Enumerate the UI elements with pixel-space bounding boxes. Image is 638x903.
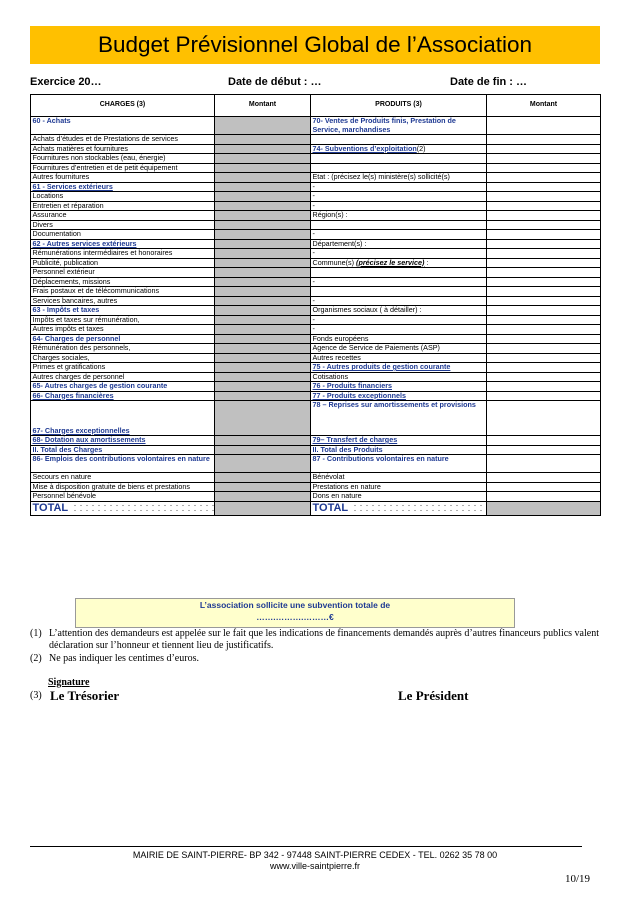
footnote-text: Ne pas indiquer les centimes d’euros. xyxy=(49,653,199,664)
produit-label: - xyxy=(311,325,487,335)
total-row xyxy=(31,501,601,515)
footnote-number: (2) xyxy=(30,653,42,664)
charge-label: Primes et gratifications xyxy=(31,363,215,373)
produit-amount[interactable] xyxy=(487,287,601,297)
charge-label: 60 - Achats xyxy=(31,117,215,135)
total-produits-label: TOTAL xyxy=(312,501,349,514)
president-label: Le Président xyxy=(398,688,469,703)
footer-website: www.ville-saintpierre.fr xyxy=(269,861,361,871)
table-row xyxy=(31,492,601,502)
produit-label: 77 - Produits exceptionnels xyxy=(311,391,487,401)
table-row xyxy=(31,382,601,392)
table-row xyxy=(31,353,601,363)
produit-label: 87 - Contributions volontaires en nature xyxy=(311,455,487,473)
table-row xyxy=(31,436,601,446)
charge-label: Impôts et taxes sur rémunération, xyxy=(31,315,215,325)
charge-label: 67- Charges exceptionnelles xyxy=(31,401,215,436)
produit-amount[interactable] xyxy=(487,482,601,492)
charge-label: 64- Charges de personnel xyxy=(31,334,215,344)
charge-amount[interactable] xyxy=(215,239,311,249)
produit-amount[interactable] xyxy=(487,344,601,354)
produit-label: - xyxy=(311,315,487,325)
charge-label: Publicité, publication xyxy=(31,258,215,268)
produit-amount[interactable] xyxy=(487,192,601,202)
dotted-fill xyxy=(352,503,486,512)
table-row xyxy=(31,239,601,249)
charge-amount[interactable] xyxy=(215,258,311,268)
produit-amount[interactable] xyxy=(487,201,601,211)
footnote-number: (1) xyxy=(30,628,42,639)
charge-amount[interactable] xyxy=(215,455,311,473)
footnote-1 xyxy=(30,628,600,652)
produit-label: - xyxy=(311,201,487,211)
table-header-row xyxy=(31,95,601,117)
produit-label xyxy=(311,135,487,145)
charge-label: II. Total des Charges xyxy=(31,445,215,455)
charge-label: 68- Dotation aux amortissements xyxy=(31,436,215,446)
produit-amount[interactable] xyxy=(487,401,601,436)
charge-amount[interactable] xyxy=(215,230,311,240)
charge-amount[interactable] xyxy=(215,325,311,335)
produit-label: - xyxy=(311,296,487,306)
table-row xyxy=(31,173,601,183)
charge-label: 66- Charges financières xyxy=(31,391,215,401)
table-row xyxy=(31,268,601,278)
table-row xyxy=(31,258,601,268)
charge-label: Autres fournitures xyxy=(31,173,215,183)
produit-label: Fonds européens xyxy=(311,334,487,344)
start-date-label: Date de début : … xyxy=(228,76,322,88)
charge-label: Déplacements, missions xyxy=(31,277,215,287)
produit-amount[interactable] xyxy=(487,117,601,135)
table-row xyxy=(31,144,601,154)
produit-amount[interactable] xyxy=(487,445,601,455)
produit-amount[interactable] xyxy=(487,239,601,249)
produit-amount[interactable] xyxy=(487,372,601,382)
column-header-charges: CHARGES (3) xyxy=(31,95,215,117)
produit-amount[interactable] xyxy=(487,473,601,483)
table-row xyxy=(31,344,601,354)
produit-label: 78 – Reprises sur amortissements et provisions xyxy=(311,401,487,436)
total-charges-cell xyxy=(31,501,215,515)
charge-label: Documentation xyxy=(31,230,215,240)
produit-label: Cotisations xyxy=(311,372,487,382)
charge-label: Charges sociales, xyxy=(31,353,215,363)
dotted-fill xyxy=(72,503,214,512)
produit-label: - xyxy=(311,192,487,202)
charge-amount[interactable] xyxy=(215,382,311,392)
charge-amount[interactable] xyxy=(215,135,311,145)
charge-amount[interactable] xyxy=(215,211,311,221)
charge-label: 65- Autres charges de gestion courante xyxy=(31,382,215,392)
table-row xyxy=(31,363,601,373)
charge-amount[interactable] xyxy=(215,473,311,483)
charge-amount[interactable] xyxy=(215,287,311,297)
produit-label xyxy=(311,258,487,268)
produit-label: - xyxy=(311,230,487,240)
produit-emphasis: (précisez le service) xyxy=(356,258,425,267)
produit-label: - xyxy=(311,182,487,192)
produit-heading: 74- Subventions d’exploitation xyxy=(312,144,417,153)
charge-amount[interactable] xyxy=(215,296,311,306)
produit-amount[interactable] xyxy=(487,455,601,473)
produit-amount[interactable] xyxy=(487,296,601,306)
produit-label xyxy=(311,144,487,154)
produit-label: Région(s) : xyxy=(311,211,487,221)
end-date-label: Date de fin : … xyxy=(450,76,528,88)
subvention-request-box xyxy=(75,598,515,628)
produit-label: 76 - Produits financiers xyxy=(311,382,487,392)
table-row xyxy=(31,230,601,240)
charge-label: 86- Emplois des contributions volontaires en nature xyxy=(31,455,215,473)
charge-label: Frais postaux et de télécommunications xyxy=(31,287,215,297)
table-row xyxy=(31,315,601,325)
charge-label: Secours en nature xyxy=(31,473,215,483)
charge-label: Fournitures d’entretien et de petit équipement xyxy=(31,163,215,173)
footnotes xyxy=(30,628,600,666)
table-row xyxy=(31,211,601,221)
charge-label: Assurance xyxy=(31,211,215,221)
column-header-montant-produits: Montant xyxy=(487,95,601,117)
charge-label: Locations xyxy=(31,192,215,202)
produit-amount[interactable] xyxy=(487,144,601,154)
table-row xyxy=(31,117,601,135)
produit-amount[interactable] xyxy=(487,334,601,344)
table-row xyxy=(31,135,601,145)
charge-amount[interactable] xyxy=(215,201,311,211)
table-row xyxy=(31,334,601,344)
produit-amount[interactable] xyxy=(487,211,601,221)
table-row xyxy=(31,192,601,202)
footer xyxy=(30,850,600,872)
produit-text-end: : xyxy=(424,258,429,267)
charge-amount[interactable] xyxy=(215,163,311,173)
charge-label: Achats d’études et de Prestations de services xyxy=(31,135,215,145)
table-row xyxy=(31,163,601,173)
table-row xyxy=(31,445,601,455)
footnote-2 xyxy=(30,653,600,665)
charge-amount[interactable] xyxy=(215,344,311,354)
produit-amount[interactable] xyxy=(487,382,601,392)
table-row xyxy=(31,182,601,192)
exercice-label: Exercice 20… xyxy=(30,76,102,88)
charge-amount[interactable] xyxy=(215,372,311,382)
charge-amount[interactable] xyxy=(215,391,311,401)
exercise-info xyxy=(30,76,600,92)
charge-amount[interactable] xyxy=(215,182,311,192)
subvention-request-text: L’association sollicite une subvention totale de xyxy=(199,600,391,610)
produit-label: Autres recettes xyxy=(311,353,487,363)
charge-amount[interactable] xyxy=(215,117,311,135)
table-row xyxy=(31,277,601,287)
charge-amount[interactable] xyxy=(215,306,311,316)
footer-address: MAIRIE DE SAINT-PIERRE- BP 342 - 97448 SAINT-PIERRE CEDEX - TEL. 0262 35 78 00 xyxy=(132,850,498,860)
table-row xyxy=(31,154,601,164)
produit-label: Agence de Service de Paiements (ASP) xyxy=(311,344,487,354)
charge-label: Personnel extérieur xyxy=(31,268,215,278)
charge-amount[interactable] xyxy=(215,192,311,202)
produit-text: Commune(s) xyxy=(312,258,357,267)
footer-divider xyxy=(30,846,582,847)
signature-label: Signature xyxy=(48,677,90,688)
charge-amount[interactable] xyxy=(215,249,311,259)
produit-label: II. Total des Produits xyxy=(311,445,487,455)
table-row xyxy=(31,249,601,259)
produit-amount[interactable] xyxy=(487,258,601,268)
charge-label: Mise à disposition gratuite de biens et prestations xyxy=(31,482,215,492)
produit-amount[interactable] xyxy=(487,325,601,335)
produit-label xyxy=(311,154,487,164)
produit-amount[interactable] xyxy=(487,163,601,173)
produit-amount[interactable] xyxy=(487,154,601,164)
charge-amount[interactable] xyxy=(215,154,311,164)
charge-amount[interactable] xyxy=(215,220,311,230)
charge-label: Divers xyxy=(31,220,215,230)
produit-label xyxy=(311,220,487,230)
total-produits-amount[interactable] xyxy=(487,501,601,515)
total-produits-cell xyxy=(311,501,487,515)
produit-amount[interactable] xyxy=(487,391,601,401)
produit-label: Dons en nature xyxy=(311,492,487,502)
charge-label: 63 - Impôts et taxes xyxy=(31,306,215,316)
charge-label: 61 - Services extérieurs xyxy=(31,182,215,192)
produit-label: Bénévolat xyxy=(311,473,487,483)
produit-amount[interactable] xyxy=(487,182,601,192)
produit-label: Département(s) : xyxy=(311,239,487,249)
charge-label: Fournitures non stockables (eau, énergie) xyxy=(31,154,215,164)
table-row xyxy=(31,401,601,436)
treasurer-label: Le Trésorier xyxy=(50,688,120,703)
subvention-amount-placeholder: …….……….………€ xyxy=(256,612,334,622)
charge-label: Achats matières et fournitures xyxy=(31,144,215,154)
page-number: 10/19 xyxy=(564,873,590,885)
charge-label: Entretien et réparation xyxy=(31,201,215,211)
charge-amount[interactable] xyxy=(215,445,311,455)
produit-label xyxy=(311,287,487,297)
charge-label: 62 - Autres services extérieurs xyxy=(31,239,215,249)
produit-label: Etat : (précisez le(s) ministère(s) sollicité(s) xyxy=(311,173,487,183)
charge-label: Autres charges de personnel xyxy=(31,372,215,382)
footnote-ref: (2) xyxy=(416,144,426,153)
produit-amount[interactable] xyxy=(487,306,601,316)
produit-amount[interactable] xyxy=(487,436,601,446)
charge-amount[interactable] xyxy=(215,363,311,373)
charge-amount[interactable] xyxy=(215,173,311,183)
charge-amount[interactable] xyxy=(215,315,311,325)
table-row xyxy=(31,201,601,211)
footnote-text: L’attention des demandeurs est appelée sur le fait que les indications de financements demandés auprès d’autres financeurs publics valent déclaration sur l’honneur et tiennent lieu de justificatifs. xyxy=(49,628,599,651)
produit-label: - xyxy=(311,249,487,259)
produit-label: Organismes sociaux ( à détailler) : xyxy=(311,306,487,316)
produit-amount[interactable] xyxy=(487,268,601,278)
table-row xyxy=(31,306,601,316)
table-row xyxy=(31,391,601,401)
column-header-produits: PRODUITS (3) xyxy=(311,95,487,117)
produit-label: - xyxy=(311,277,487,287)
charge-label: Personnel bénévole xyxy=(31,492,215,502)
title-banner xyxy=(30,26,600,64)
charge-amount[interactable] xyxy=(215,436,311,446)
table-row xyxy=(31,473,601,483)
budget-table xyxy=(30,94,601,516)
table-row xyxy=(31,372,601,382)
produit-label xyxy=(311,163,487,173)
charge-label: Services bancaires, autres xyxy=(31,296,215,306)
charge-amount[interactable] xyxy=(215,144,311,154)
produit-label xyxy=(311,268,487,278)
charge-amount[interactable] xyxy=(215,277,311,287)
charge-amount[interactable] xyxy=(215,353,311,363)
produit-amount[interactable] xyxy=(487,492,601,502)
produit-amount[interactable] xyxy=(487,135,601,145)
produit-amount[interactable] xyxy=(487,230,601,240)
table-row xyxy=(31,325,601,335)
produit-amount[interactable] xyxy=(487,249,601,259)
table-row xyxy=(31,296,601,306)
produit-label: 79– Transfert de charges xyxy=(311,436,487,446)
charge-label: Rémunération des personnels, xyxy=(31,344,215,354)
produit-amount[interactable] xyxy=(487,353,601,363)
produit-amount[interactable] xyxy=(487,363,601,373)
charge-amount[interactable] xyxy=(215,492,311,502)
table-row xyxy=(31,287,601,297)
produit-amount[interactable] xyxy=(487,315,601,325)
charge-amount[interactable] xyxy=(215,268,311,278)
table-row xyxy=(31,455,601,473)
column-header-montant-charges: Montant xyxy=(215,95,311,117)
produit-label: Prestations en nature xyxy=(311,482,487,492)
charge-amount[interactable] xyxy=(215,482,311,492)
document-title: Budget Prévisionnel Global de l’Association xyxy=(97,32,532,57)
produit-amount[interactable] xyxy=(487,220,601,230)
produit-label: 70- Ventes de Produits finis, Prestation de Service, marchandises xyxy=(311,117,487,135)
total-charges-label: TOTAL xyxy=(32,501,69,514)
charge-label: Autres impôts et taxes xyxy=(31,325,215,335)
charge-amount[interactable] xyxy=(215,401,311,436)
signature-note-number: (3) xyxy=(30,690,42,701)
produit-amount[interactable] xyxy=(487,277,601,287)
produit-amount[interactable] xyxy=(487,173,601,183)
charge-label: Rémunérations intermédiaires et honoraires xyxy=(31,249,215,259)
produit-label: 75 - Autres produits de gestion courante xyxy=(311,363,487,373)
table-row xyxy=(31,482,601,492)
total-charges-amount[interactable] xyxy=(215,501,311,515)
charge-amount[interactable] xyxy=(215,334,311,344)
table-row xyxy=(31,220,601,230)
